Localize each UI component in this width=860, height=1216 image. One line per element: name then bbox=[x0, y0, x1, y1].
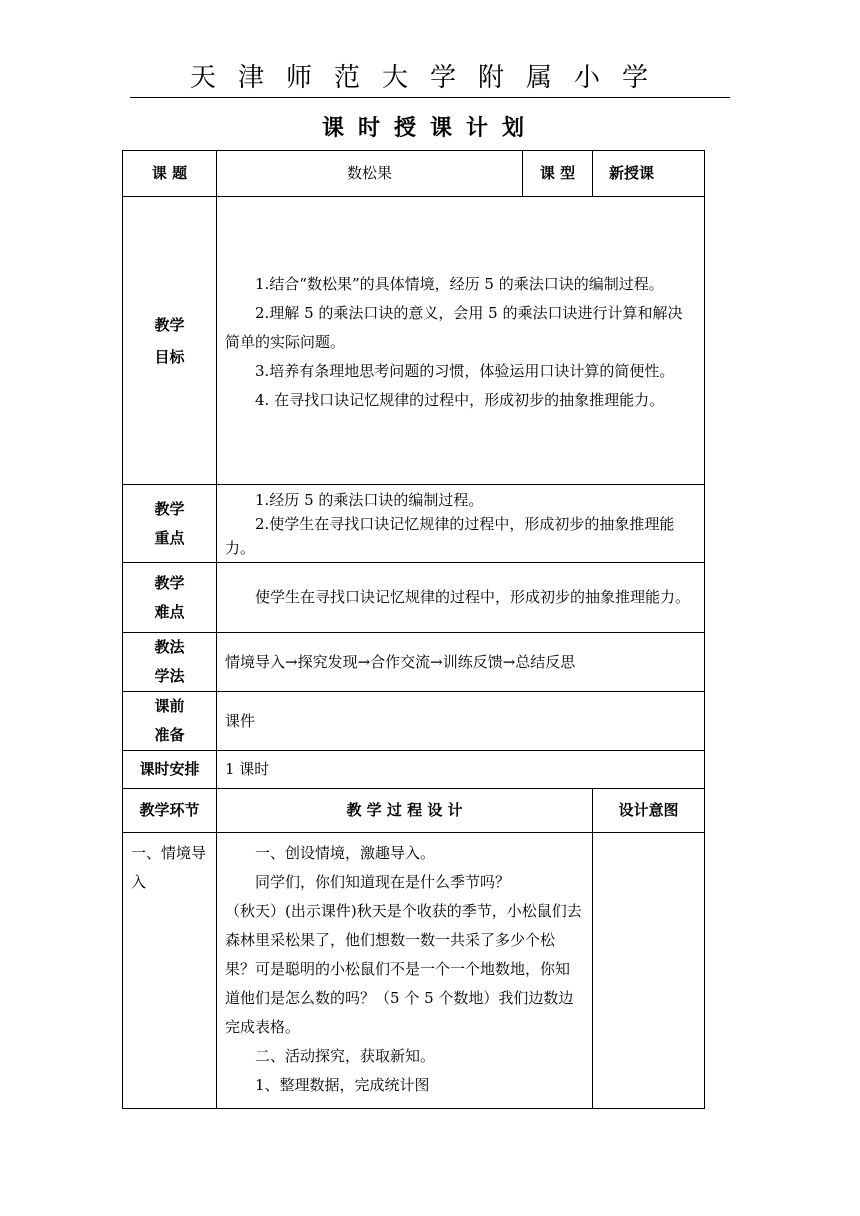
topic-row bbox=[123, 151, 705, 197]
process-content bbox=[217, 833, 593, 1109]
key-point-item: 2.使学生在寻找口诀记忆规律的过程中，形成初步的抽象推理能力。 bbox=[225, 514, 675, 557]
schedule-content: 1 课时 bbox=[217, 751, 705, 789]
design-header: 教 学 过 程 设 计 bbox=[217, 789, 593, 833]
topic-value: 数松果 bbox=[217, 151, 523, 197]
process-paragraph: 同学们，你们知道现在是什么季节吗？ bbox=[255, 873, 511, 891]
difficulties-row bbox=[123, 563, 705, 633]
methods-label-line-1: 教法 bbox=[154, 638, 185, 656]
objective-item: 1.结合“数松果”的具体情境，经历 5 的乘法口诀的编制过程。 bbox=[255, 275, 664, 293]
difficulties-label-line-1: 教学 bbox=[154, 573, 185, 592]
stage-header: 教学环节 bbox=[123, 789, 217, 833]
difficulties-content bbox=[217, 563, 705, 633]
process-paragraph: 一、创设情境，激趣导入。 bbox=[255, 844, 436, 862]
methods-row bbox=[123, 633, 705, 692]
process-paragraph: 1、整理数据，完成统计图 bbox=[255, 1076, 430, 1094]
key-points-row bbox=[123, 485, 705, 563]
key-point-item: 1.经历 5 的乘法口诀的编制过程。 bbox=[255, 490, 484, 509]
schedule-row bbox=[123, 751, 705, 789]
intent-header: 设计意图 bbox=[593, 789, 705, 833]
key-points-content bbox=[217, 485, 705, 563]
type-label: 课 型 bbox=[523, 151, 593, 197]
school-name: 天津师范大学附属小学 bbox=[189, 63, 670, 93]
key-points-label-line-1: 教学 bbox=[154, 499, 185, 518]
difficulties-label-line-2: 难点 bbox=[154, 602, 185, 621]
schedule-label: 课时安排 bbox=[123, 751, 217, 789]
objectives-row bbox=[123, 197, 705, 485]
objectives-label bbox=[123, 197, 217, 485]
key-points-label bbox=[123, 485, 217, 563]
process-paragraph: （秋天）(出示课件)秋天是个收获的季节，小松鼠们去森林里采松果了，他们想数一数一共采了多少个松果？可是聪明的小松鼠们不是一个一个地数地，你知道他们是怎么数的吗？（5 个 5 个数地）我们边数边完成表格。 bbox=[225, 902, 582, 1036]
preparation-label-line-1: 课前 bbox=[154, 697, 185, 715]
preparation-label bbox=[123, 692, 217, 751]
difficulties-label bbox=[123, 563, 217, 633]
process-row bbox=[123, 833, 705, 1109]
process-header-row bbox=[123, 789, 705, 833]
objectives-label-line-1: 教学 bbox=[154, 315, 185, 334]
topic-label: 课 题 bbox=[123, 151, 217, 197]
intent-cell bbox=[593, 833, 705, 1109]
methods-content: 情境导入→探究发现→合作交流→训练反馈→总结反思 bbox=[217, 633, 705, 692]
type-value: 新授课 bbox=[593, 151, 705, 197]
header-rule bbox=[130, 97, 730, 98]
stage-cell: 一、情境导入 bbox=[123, 833, 217, 1109]
objective-item: 2.理解 5 的乘法口诀的意义，会用 5 的乘法口诀进行计算和解决简单的实际问题。 bbox=[225, 304, 683, 351]
preparation-row bbox=[123, 692, 705, 751]
process-paragraph: 二、活动探究，获取新知。 bbox=[255, 1047, 436, 1065]
objectives-content bbox=[217, 197, 705, 485]
preparation-content: 课件 bbox=[217, 692, 705, 751]
preparation-label-line-2: 准备 bbox=[154, 726, 185, 744]
page-title: 课时授课计划 bbox=[321, 115, 538, 141]
key-points-label-line-2: 重点 bbox=[154, 528, 185, 547]
methods-label-line-2: 学法 bbox=[154, 667, 185, 685]
objectives-label-line-2: 目标 bbox=[154, 347, 185, 366]
lesson-plan-table bbox=[122, 150, 705, 1109]
objective-item: 4. 在寻找口诀记忆规律的过程中，形成初步的抽象推理能力。 bbox=[255, 391, 665, 409]
difficulties-text: 使学生在寻找口诀记忆规律的过程中，形成初步的抽象推理能力。 bbox=[255, 588, 691, 606]
objective-item: 3.培养有条理地思考问题的习惯，体验运用口诀计算的简便性。 bbox=[255, 362, 675, 380]
methods-label bbox=[123, 633, 217, 692]
